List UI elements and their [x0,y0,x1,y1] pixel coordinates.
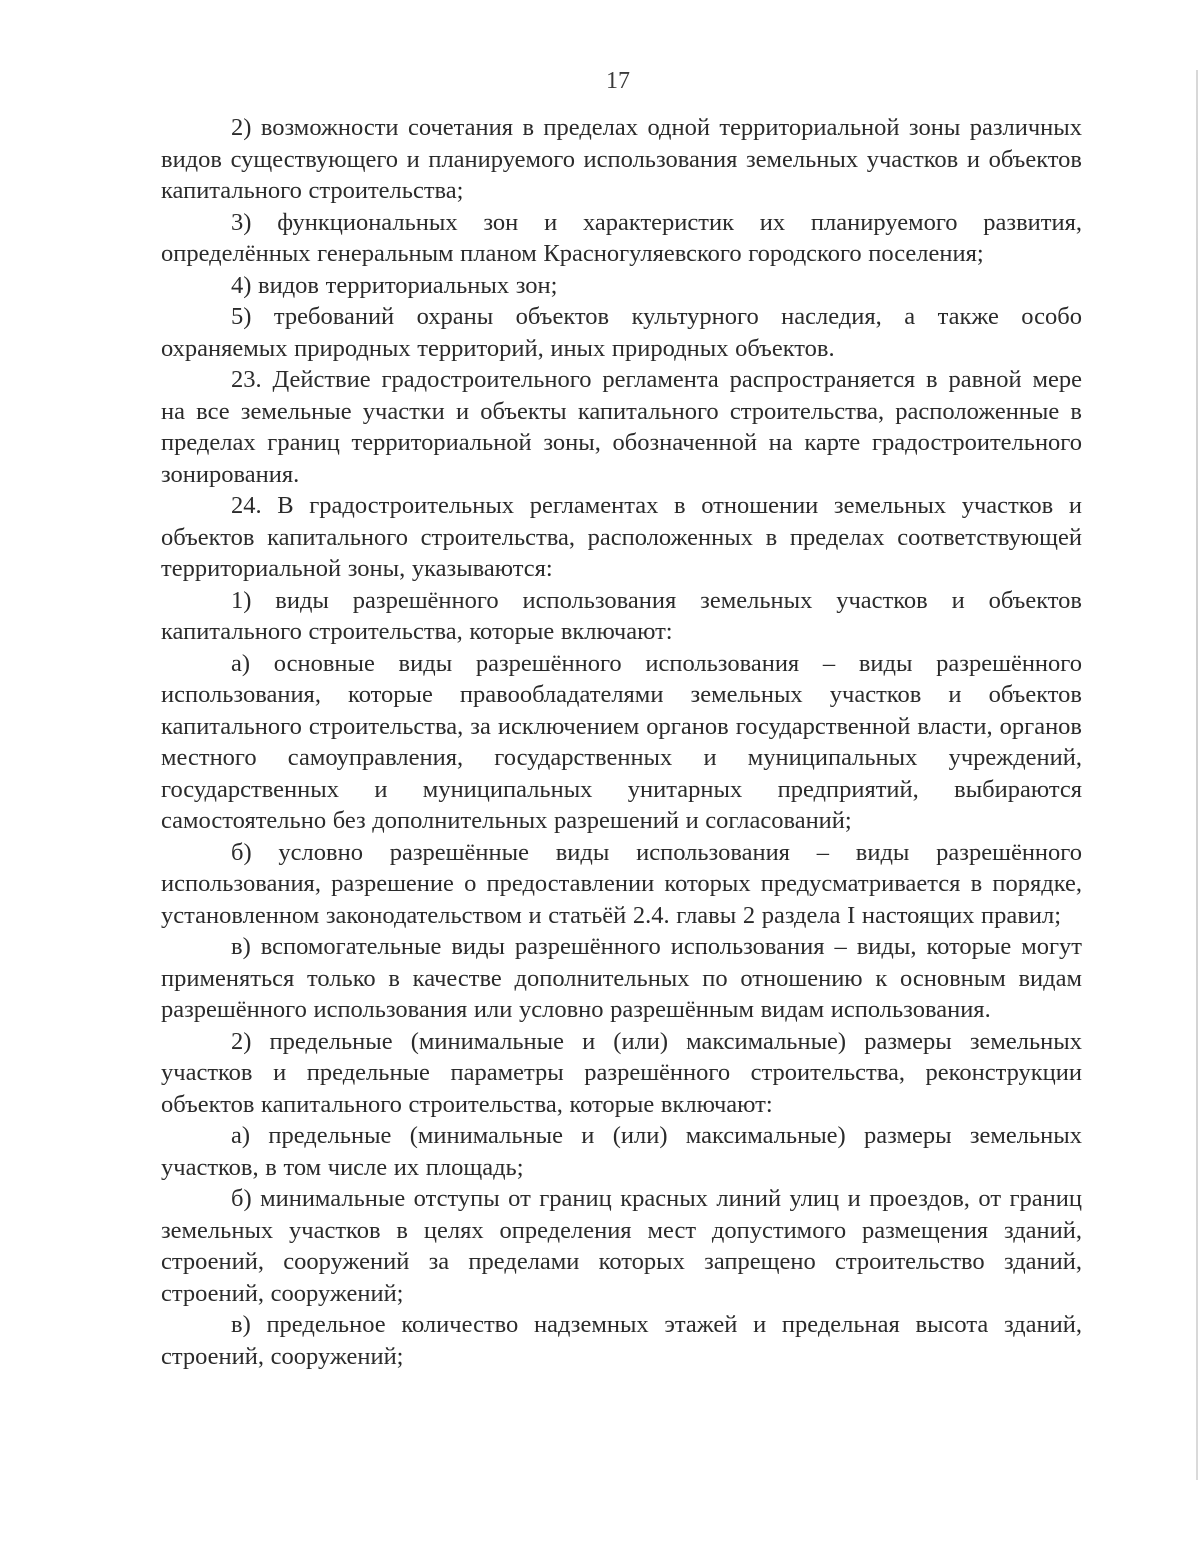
paragraph-auxiliary-uses: в) вспомогательные виды разрешённого использования – виды, которые могут применяться только в качестве дополнительных по отношению к основным видам разрешённого использования или условно разрешённым видам использования. [161,933,1082,1023]
paragraph-minimum-setbacks: б) минимальные отступы от границ красных линий улиц и проездов, от границ земельных участков в целях определения мест допустимого размещения зданий, строений, сооружений за пределами которых запрещено строительство зданий, строений, сооружений; [161,1185,1082,1307]
document-body [161,112,1082,1372]
paragraph-item-5-heritage-protection: 5) требований охраны объектов культурного наследия, а также особо охраняемых природных территорий, иных природных объектов. [161,303,1082,362]
scan-edge-line [1196,70,1198,1480]
paragraph-item-4-zone-types: 4) видов территориальных зон; [231,271,558,299]
paragraph-conditional-uses: б) условно разрешённые виды использования – виды разрешённого использования, разрешение о предоставлении которых предусматривается в порядке, установленном законодательством и статьёй 2.4. главы 2 раздела I настоящих правил; [161,838,1082,929]
page-number: 17 [606,68,630,94]
paragraph-main-uses: а) основные виды разрешённого использования – виды разрешённого использования, которые правообладателями земельных участков и объектов капитального строительства, за исключением органов государственной власти, органов местного самоуправления, государственных и муниципальных учреждений, государственных и муниципальных унитарных предприятий, выбираются самостоятельно без дополнительных разрешений и согласований; [161,649,1082,834]
paragraph-plot-sizes: а) предельные (минимальные и (или) максимальные) размеры земельных участков, в том числе их площадь; [161,1122,1082,1181]
paragraph-item-2-combination: 2) возможности сочетания в пределах одной территориальной зоны различных видов существующего и планируемого использования земельных участков и объектов капитального строительства; [161,114,1082,204]
paragraph-limit-parameters: 2) предельные (минимальные и (или) максимальные) размеры земельных участков и предельные параметры разрешённого строительства, реконструкции объектов капитального строительства, которые включают: [161,1027,1082,1118]
paragraph-clause-24: 24. В градостроительных регламентах в отношении земельных участков и объектов капитального строительства, расположенных в пределах соответствующей территориальной зоны, указываются: [161,492,1082,582]
paragraph-clause-23: 23. Действие градостроительного регламента распространяется в равной мере на все земельные участки и объекты капитального строительства, расположенные в пределах границ территориальной зоны, обозначенной на карте градостроительного зонирования. [161,366,1082,488]
paragraph-floors-height: в) предельное количество надземных этажей и предельная высота зданий, строений, сооружений; [161,1311,1082,1370]
paragraph-permitted-uses: 1) виды разрешённого использования земельных участков и объектов капитального строительства, которые включают: [161,586,1082,645]
paragraph-item-3-functional-zones: 3) функциональных зон и характеристик их планируемого развития, определённых генеральным планом Красногуляевского городского поселения; [161,208,1082,267]
